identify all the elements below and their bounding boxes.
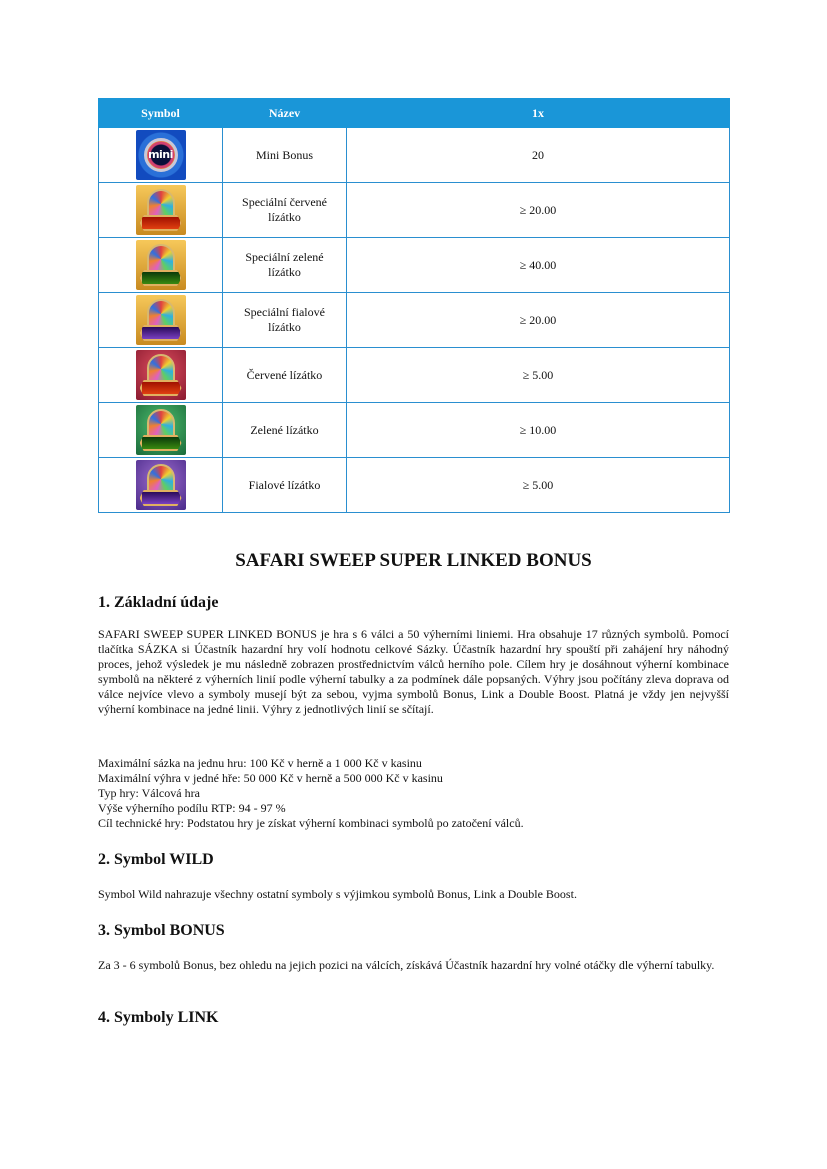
- section-paragraph-wild: Symbol Wild nahrazuje všechny ostatní symboly s výjimkou symbolů Bonus, Link a Double Boost.: [98, 887, 577, 901]
- section-heading-wild: 2. Symbol WILD: [98, 851, 214, 868]
- paytable-header-row: [99, 99, 730, 128]
- symbol-cell: [99, 183, 223, 238]
- column-header-symbol: Symbol: [99, 99, 223, 128]
- name-cell: Speciální fialové lízátko: [223, 293, 347, 348]
- payout-cell: ≥ 5.00: [347, 348, 730, 403]
- fact-max-bet: Maximální sázka na jednu hru: 100 Kč v herně a 1 000 Kč v kasinu: [98, 756, 422, 770]
- paytable: [98, 98, 730, 513]
- payout-cell: ≥ 5.00: [347, 458, 730, 513]
- table-row: [99, 293, 730, 348]
- column-header-name: Název: [223, 99, 347, 128]
- payout-cell: ≥ 10.00: [347, 403, 730, 458]
- payout-cell: ≥ 40.00: [347, 238, 730, 293]
- table-row: [99, 348, 730, 403]
- section-paragraph-bonus: Za 3 - 6 symbolů Bonus, bez ohledu na jejich pozici na válcích, získává Účastník hazardní hry volné otáčky dle výherní tabulky.: [98, 958, 715, 972]
- name-cell: Zelené lízátko: [223, 403, 347, 458]
- symbol-cell: [99, 128, 223, 183]
- payout-cell: ≥ 20.00: [347, 293, 730, 348]
- fact-game-type: Typ hry: Válcová hra: [98, 786, 200, 800]
- table-row: [99, 238, 730, 293]
- payout-cell: ≥ 20.00: [347, 183, 730, 238]
- fact-game-goal: Cíl technické hry: Podstatou hry je získat výherní kombinaci symbolů po zatočení válců.: [98, 816, 524, 830]
- fact-rtp: Výše výherního podílu RTP: 94 - 97 %: [98, 801, 286, 815]
- special-purple-lollipop-icon: [136, 295, 186, 345]
- mini-bonus-icon: mini: [136, 130, 186, 180]
- purple-lollipop-icon: [136, 460, 186, 510]
- page-title: SAFARI SWEEP SUPER LINKED BONUS: [235, 550, 592, 571]
- name-cell: Speciální zelené lízátko: [223, 238, 347, 293]
- special-red-lollipop-icon: [136, 185, 186, 235]
- special-green-lollipop-icon: [136, 240, 186, 290]
- symbol-cell: [99, 403, 223, 458]
- section-paragraph-basic-info: SAFARI SWEEP SUPER LINKED BONUS je hra s 6 válci a 50 výherními liniemi. Hra obsahuje 17 různých symbolů. Pomocí tlačítka SÁZKA si Účastník hazardní hry volí hodnotu celkové Sázky. Účastník hazardní hry spouští při zahájení hry náhodný proces, jehož výsledek je mu následně zobrazen prostřednictvím válců herního pole. Cílem hry je dosáhnout výherní kombinace symbolů na některé z výherních linií podle výherní tabulky a za podmínek dále popsaných. Výhry jsou počítány zleva doprava od válce nejvíce vlevo a symboly musejí být za sebou, vyjma symbolů Bonus, Link a Double Boost. Platná je vždy jen nejvyšší výherní kombinace na jedné linii. Výhry z jednotlivých linií se sčítají.: [98, 627, 729, 716]
- green-lollipop-icon: [136, 405, 186, 455]
- red-lollipop-icon: [136, 350, 186, 400]
- section-heading-bonus: 3. Symbol BONUS: [98, 922, 225, 939]
- payout-cell: 20: [347, 128, 730, 183]
- table-row: [99, 403, 730, 458]
- fact-max-win: Maximální výhra v jedné hře: 50 000 Kč v herně a 500 000 Kč v kasinu: [98, 771, 443, 785]
- name-cell: Červené lízátko: [223, 348, 347, 403]
- table-row: [99, 183, 730, 238]
- name-cell: Fialové lízátko: [223, 458, 347, 513]
- game-facts-list: [98, 756, 729, 831]
- section-heading-basic-info: 1. Základní údaje: [98, 594, 219, 611]
- table-row: [99, 458, 730, 513]
- name-cell: Mini Bonus: [223, 128, 347, 183]
- symbol-cell: [99, 238, 223, 293]
- symbol-cell: [99, 293, 223, 348]
- symbol-cell: [99, 348, 223, 403]
- column-header-payout: 1x: [347, 99, 730, 128]
- section-heading-link: 4. Symboly LINK: [98, 1009, 219, 1026]
- name-cell: Speciální červené lízátko: [223, 183, 347, 238]
- symbol-cell: [99, 458, 223, 513]
- table-row: [99, 128, 730, 183]
